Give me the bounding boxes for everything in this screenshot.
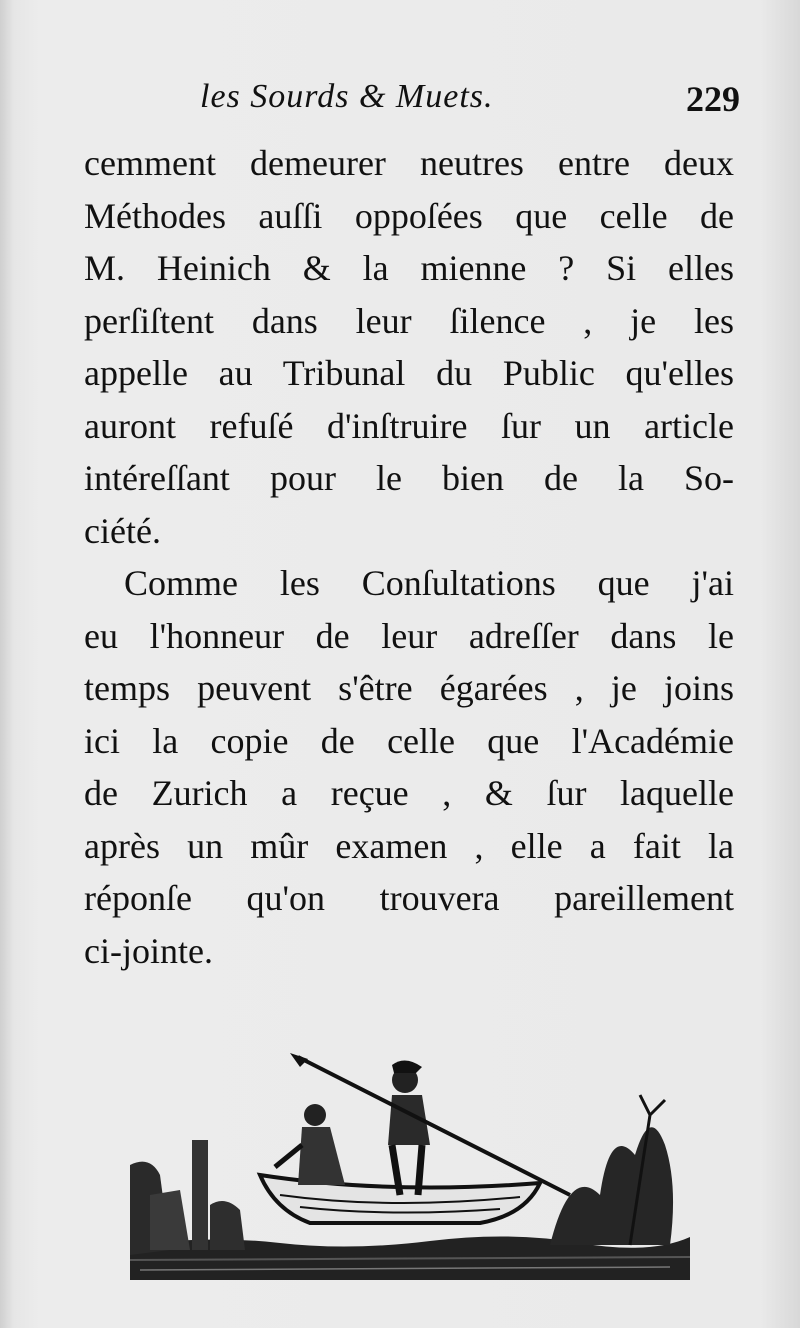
text-line: auront refuſé d'inſtruire ſur un article: [84, 405, 734, 446]
text-line: Méthodes auſſi oppoſées que celle de: [84, 195, 734, 236]
page-header: [200, 78, 740, 118]
text-line: de Zurich a reçue , & ſur laquelle: [84, 773, 734, 813]
text-line: cemment demeurer neutres entre deux: [84, 143, 734, 183]
paragraph-1: [84, 137, 734, 557]
text-line: M. Heinich & la mienne ? Si elles: [84, 248, 734, 288]
text-line: eu l'honneur de leur adreſſer dans le: [84, 615, 734, 656]
text-line: perſiſtent dans leur ſilence , je les: [84, 300, 734, 341]
text-line: temps peuvent s'être égarées , je joins: [84, 668, 734, 708]
body-text: [84, 137, 734, 977]
paragraph-2: [84, 557, 734, 977]
text-line: réponſe qu'on trouvera pareillement: [84, 878, 734, 918]
running-head: les Sourds & Muets.: [200, 78, 494, 115]
text-line: ciété.: [84, 510, 161, 551]
page-number: 229: [686, 79, 740, 119]
text-line: après un mûr examen , elle a fait la: [84, 825, 734, 866]
text-line: intéreſſant pour le bien de la So-: [84, 458, 734, 498]
text-line: ci-jointe.: [84, 930, 213, 971]
text-line: ici la copie de celle que l'Académie: [84, 720, 734, 761]
text-line: appelle au Tribunal du Public qu'elles: [84, 353, 734, 393]
text-line: Comme les Conſultations que j'ai: [124, 563, 734, 603]
boat-vignette-icon: [130, 1045, 690, 1280]
